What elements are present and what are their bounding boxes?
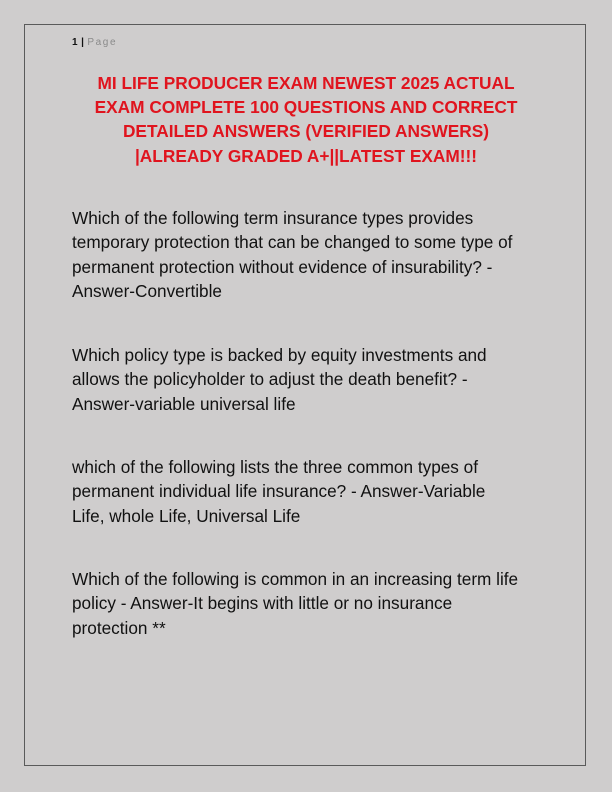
question-line: permanent protection without evidence of insurability? - — [72, 256, 493, 277]
title-line: MI LIFE PRODUCER EXAM NEWEST 2025 ACTUAL — [97, 73, 515, 93]
question-line: Which of the following is common in an increasing term life — [72, 569, 519, 589]
question-line: permanent individual life insurance? - Answer-Variable — [72, 481, 486, 502]
question-line: temporary protection that can be changed to some type of — [72, 232, 513, 253]
question-line: Which policy type is backed by equity investments and — [72, 345, 487, 365]
question-line: policy - Answer-It begins with little or no insurance — [72, 593, 453, 614]
page-separator: | — [81, 37, 85, 48]
question-block-2 — [72, 343, 552, 416]
page-header — [72, 36, 117, 50]
question-line: allows the policyholder to adjust the death benefit? - — [72, 369, 468, 390]
answer-line: protection ** — [72, 617, 166, 638]
question-block-4 — [72, 567, 552, 640]
document-title — [60, 71, 552, 168]
question-block-1 — [72, 206, 552, 303]
page-number: 1 — [72, 37, 79, 48]
title-line: EXAM COMPLETE 100 QUESTIONS AND CORRECT — [94, 97, 518, 118]
question-block-3 — [72, 455, 552, 528]
question-line: Which of the following term insurance types provides — [72, 208, 474, 228]
answer-line: Answer-variable universal life — [72, 393, 296, 414]
title-line: |ALREADY GRADED A+||LATEST EXAM!!! — [134, 145, 478, 166]
title-line: DETAILED ANSWERS (VERIFIED ANSWERS) — [122, 121, 490, 142]
answer-line: Life, whole Life, Universal Life — [72, 505, 301, 526]
question-line: which of the following lists the three common types of — [72, 457, 479, 477]
answer-line: Answer-Convertible — [72, 280, 222, 301]
page-label: Page — [87, 37, 118, 48]
